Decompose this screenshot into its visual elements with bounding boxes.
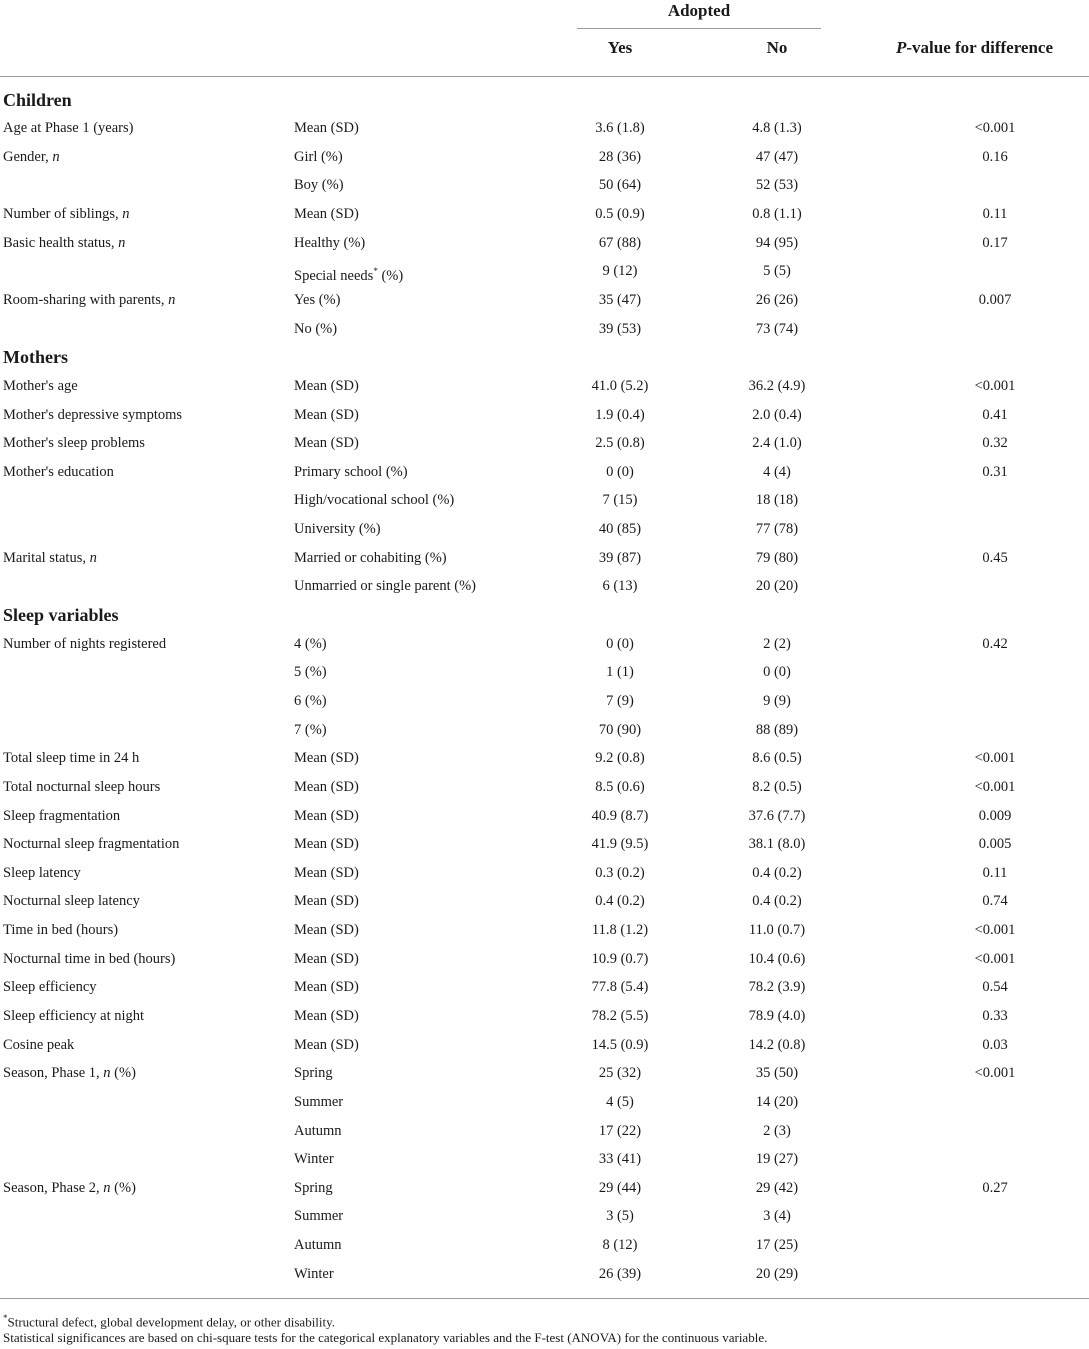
adopted-yes-value: 8 (12) bbox=[602, 1237, 638, 1254]
variable-text: Time in bed (hours) bbox=[3, 922, 119, 939]
p-value: <0.001 bbox=[974, 778, 1016, 795]
variable-name bbox=[3, 372, 78, 401]
p-value: 0.16 bbox=[982, 148, 1008, 165]
adopted-no-value: 2 (2) bbox=[763, 635, 791, 652]
table-row bbox=[0, 1117, 1089, 1146]
table-row bbox=[0, 1088, 1089, 1117]
table-row bbox=[0, 544, 1089, 573]
adopted-no-value: 88 (89) bbox=[755, 721, 799, 738]
statistic-text: No (%) bbox=[294, 320, 338, 337]
adopted-yes-value: 17 (22) bbox=[598, 1122, 642, 1139]
statistic-text: 6 (%) bbox=[294, 692, 327, 709]
p-value: 0.45 bbox=[982, 549, 1008, 566]
adopted-no-value: 17 (25) bbox=[755, 1237, 799, 1254]
table-row bbox=[0, 744, 1089, 773]
variable-name bbox=[3, 401, 182, 430]
adopted-yes-value: 4 (5) bbox=[606, 1093, 634, 1110]
p-value: <0.001 bbox=[974, 922, 1016, 939]
statistic-text: 4 (%) bbox=[294, 635, 327, 652]
adopted-yes-value: 11.8 (1.2) bbox=[591, 922, 649, 939]
adopted-group-underline bbox=[577, 28, 821, 29]
variable-text: Mother's education bbox=[3, 463, 114, 480]
variable-text: Mother's depressive symptoms bbox=[3, 406, 183, 423]
variable-name bbox=[3, 1059, 136, 1088]
adopted-no-value: 19 (27) bbox=[755, 1151, 799, 1168]
adopted-yes-value: 7 (9) bbox=[606, 692, 634, 709]
column-header-no: No bbox=[766, 38, 788, 57]
section-title bbox=[3, 343, 68, 372]
variable-text: Total nocturnal sleep hours bbox=[3, 778, 161, 795]
adopted-no-value: 8.2 (0.5) bbox=[752, 778, 802, 795]
p-label-rest: -value for difference bbox=[906, 38, 1054, 57]
table-row bbox=[0, 286, 1089, 315]
adopted-yes-value: 1 (1) bbox=[606, 664, 634, 681]
variable-name bbox=[3, 973, 97, 1002]
statistic-label bbox=[294, 773, 359, 802]
table-row bbox=[0, 1202, 1089, 1231]
adopted-no-value: 20 (20) bbox=[755, 578, 799, 595]
p-value: 0.007 bbox=[978, 291, 1012, 308]
p-value: <0.001 bbox=[974, 750, 1016, 767]
table-row bbox=[0, 401, 1089, 430]
statistic-text: Autumn bbox=[294, 1237, 342, 1254]
adopted-no-value: 73 (74) bbox=[755, 320, 799, 337]
column-header-p-value bbox=[860, 38, 1089, 58]
statistic-text: Married or cohabiting (%) bbox=[294, 549, 447, 566]
adopted-yes-value: 9.2 (0.8) bbox=[595, 750, 645, 767]
table-row bbox=[0, 1145, 1089, 1174]
adopted-no-value: 52 (53) bbox=[755, 177, 799, 194]
adopted-yes-value: 33 (41) bbox=[598, 1151, 642, 1168]
adopted-yes-value: 78.2 (5.5) bbox=[591, 1007, 649, 1024]
adopted-yes-value: 9 (12) bbox=[602, 263, 638, 280]
table-row bbox=[0, 229, 1089, 258]
table-row bbox=[0, 572, 1089, 601]
adopted-no-value: 0 (0) bbox=[763, 664, 791, 681]
adopted-no-value: 36.2 (4.9) bbox=[748, 377, 806, 394]
statistic-text: Primary school (%) bbox=[294, 463, 408, 480]
variable-text: Sleep variables bbox=[3, 605, 119, 626]
adopted-yes-value: 40 (85) bbox=[598, 521, 642, 538]
adopted-no-value: 9 (9) bbox=[763, 692, 791, 709]
adopted-no-value: 20 (29) bbox=[755, 1265, 799, 1282]
table-bottom-rule bbox=[0, 1298, 1089, 1299]
variable-name bbox=[3, 802, 120, 831]
p-value: 0.31 bbox=[982, 463, 1008, 480]
adopted-yes-value: 50 (64) bbox=[598, 177, 642, 194]
adopted-no-value: 35 (50) bbox=[755, 1065, 799, 1082]
variable-text: Nocturnal sleep latency bbox=[3, 893, 140, 910]
adopted-yes-value: 41.0 (5.2) bbox=[591, 377, 649, 394]
statistic-text: Mean (SD) bbox=[294, 836, 359, 853]
statistic-text: Mean (SD) bbox=[294, 1007, 359, 1024]
table-row bbox=[0, 143, 1089, 172]
statistic-text: Mean (SD) bbox=[294, 807, 359, 824]
variable-name bbox=[3, 630, 166, 659]
variable-text: Room-sharing with parents, bbox=[3, 291, 169, 308]
adopted-no-value: 14 (20) bbox=[755, 1093, 799, 1110]
statistic-label bbox=[294, 859, 359, 888]
adopted-yes-value: 29 (44) bbox=[598, 1179, 642, 1196]
statistic-label bbox=[294, 1002, 359, 1031]
statistic-text: Unmarried or single parent (%) bbox=[294, 578, 476, 595]
statistic-label bbox=[294, 830, 359, 859]
statistic-footnote-mark: * bbox=[373, 266, 378, 277]
adopted-yes-value: 3 (5) bbox=[606, 1208, 634, 1225]
statistic-label bbox=[294, 1059, 333, 1088]
variable-text: Nocturnal time in bed (hours) bbox=[3, 950, 176, 967]
table-row bbox=[0, 486, 1089, 515]
adopted-no-value: 0.4 (0.2) bbox=[752, 893, 802, 910]
statistic-text: Mean (SD) bbox=[294, 1036, 359, 1053]
statistic-label bbox=[294, 229, 365, 258]
p-value: 0.33 bbox=[982, 1007, 1008, 1024]
adopted-no-value: 29 (42) bbox=[755, 1179, 799, 1196]
table-row bbox=[0, 429, 1089, 458]
header-bottom-rule bbox=[0, 76, 1089, 77]
adopted-yes-value: 39 (87) bbox=[598, 549, 642, 566]
adopted-yes-value: 14.5 (0.9) bbox=[591, 1036, 649, 1053]
variable-text: Number of nights registered bbox=[3, 635, 167, 652]
statistic-text: Spring bbox=[294, 1065, 333, 1082]
adopted-no-value: 2.0 (0.4) bbox=[752, 406, 802, 423]
p-value: <0.001 bbox=[974, 1065, 1016, 1082]
variable-n-symbol: n bbox=[118, 234, 126, 251]
p-value: 0.74 bbox=[982, 893, 1008, 910]
variable-name bbox=[3, 887, 140, 916]
variable-n-symbol: n bbox=[103, 1065, 111, 1082]
statistic-label bbox=[294, 458, 408, 487]
adopted-no-value: 38.1 (8.0) bbox=[748, 836, 806, 853]
p-value: 0.11 bbox=[982, 864, 1008, 881]
p-value: 0.42 bbox=[982, 635, 1008, 652]
variable-name bbox=[3, 1002, 144, 1031]
adopted-no-value: 3 (4) bbox=[763, 1208, 791, 1225]
adopted-yes-value: 41.9 (9.5) bbox=[591, 836, 649, 853]
statistic-text: 5 (%) bbox=[294, 664, 327, 681]
statistic-text: Mean (SD) bbox=[294, 950, 359, 967]
variable-name bbox=[3, 286, 175, 315]
p-value: 0.009 bbox=[978, 807, 1012, 824]
adopted-no-value: 2.4 (1.0) bbox=[752, 435, 802, 452]
variable-text: Sleep efficiency bbox=[3, 979, 97, 996]
statistic-text: Girl (%) bbox=[294, 148, 343, 165]
table-row bbox=[0, 1059, 1089, 1088]
footnote-star-text: Structural defect, global development delay, or other disability. bbox=[7, 1314, 336, 1330]
variable-name bbox=[3, 114, 133, 143]
variable-text: Gender, bbox=[3, 148, 53, 165]
table-row bbox=[0, 830, 1089, 859]
statistic-label bbox=[294, 486, 454, 515]
statistic-label bbox=[294, 973, 359, 1002]
adopted-no-value: 78.2 (3.9) bbox=[748, 979, 806, 996]
variable-text: Sleep latency bbox=[3, 864, 81, 881]
statistic-label bbox=[294, 401, 359, 430]
variable-name bbox=[3, 744, 139, 773]
p-value: 0.41 bbox=[982, 406, 1008, 423]
variable-name bbox=[3, 229, 125, 258]
p-symbol: P bbox=[895, 38, 907, 57]
statistic-label bbox=[294, 1088, 343, 1117]
statistic-text: Mean (SD) bbox=[294, 120, 359, 137]
variable-name bbox=[3, 1174, 136, 1203]
statistic-label bbox=[294, 1174, 333, 1203]
adopted-no-value: 0.8 (1.1) bbox=[752, 206, 802, 223]
variable-text: Basic health status, bbox=[3, 234, 119, 251]
adopted-no-value: 14.2 (0.8) bbox=[748, 1036, 806, 1053]
statistic-text: Healthy (%) bbox=[294, 234, 366, 251]
adopted-yes-value: 28 (36) bbox=[598, 148, 642, 165]
statistic-label bbox=[294, 716, 327, 745]
statistic-label bbox=[294, 143, 343, 172]
adopted-no-value: 10.4 (0.6) bbox=[748, 950, 806, 967]
section-header-row bbox=[0, 343, 1089, 372]
statistic-label bbox=[294, 572, 476, 601]
statistic-text: 7 (%) bbox=[294, 721, 327, 738]
adopted-yes-value: 39 (53) bbox=[598, 320, 642, 337]
statistic-text: Spring bbox=[294, 1179, 333, 1196]
table-row bbox=[0, 257, 1089, 286]
statistic-label bbox=[294, 1202, 343, 1231]
statistic-label bbox=[294, 744, 359, 773]
table-row bbox=[0, 372, 1089, 401]
statistic-text: High/vocational school (%) bbox=[294, 492, 455, 509]
adopted-yes-value: 25 (32) bbox=[598, 1065, 642, 1082]
table-row bbox=[0, 773, 1089, 802]
p-value: 0.17 bbox=[982, 234, 1008, 251]
adopted-yes-value: 77.8 (5.4) bbox=[591, 979, 649, 996]
adopted-yes-value: 10.9 (0.7) bbox=[591, 950, 649, 967]
variable-name bbox=[3, 200, 129, 229]
adopted-no-value: 94 (95) bbox=[755, 234, 799, 251]
statistic-text: Boy (%) bbox=[294, 177, 344, 194]
section-title bbox=[3, 601, 119, 630]
statistic-text: Mean (SD) bbox=[294, 377, 359, 394]
statistic-text: Mean (SD) bbox=[294, 206, 359, 223]
statistic-label bbox=[294, 658, 327, 687]
statistic-label bbox=[294, 515, 381, 544]
p-value: 0.32 bbox=[982, 435, 1008, 452]
table-row bbox=[0, 945, 1089, 974]
statistic-label bbox=[294, 171, 344, 200]
variable-name bbox=[3, 1031, 74, 1060]
statistic-label bbox=[294, 945, 359, 974]
footnote-star-mark: * bbox=[3, 1313, 8, 1323]
statistic-text: Mean (SD) bbox=[294, 778, 359, 795]
variable-text: Children bbox=[3, 89, 72, 110]
variable-text: Mother's sleep problems bbox=[3, 435, 145, 452]
adopted-yes-value: 1.9 (0.4) bbox=[595, 406, 645, 423]
table-row bbox=[0, 171, 1089, 200]
section-header-row bbox=[0, 601, 1089, 630]
table-row bbox=[0, 315, 1089, 344]
statistic-label bbox=[294, 429, 359, 458]
p-value: 0.005 bbox=[978, 836, 1012, 853]
variable-name bbox=[3, 830, 179, 859]
section-title bbox=[3, 86, 72, 115]
adopted-no-value: 2 (3) bbox=[763, 1122, 791, 1139]
adopted-yes-value: 7 (15) bbox=[602, 492, 638, 509]
variable-text: Number of siblings, bbox=[3, 206, 123, 223]
adopted-yes-value: 0.3 (0.2) bbox=[595, 864, 645, 881]
table-row bbox=[0, 458, 1089, 487]
adopted-yes-value: 6 (13) bbox=[602, 578, 638, 595]
adopted-no-value: 78.9 (4.0) bbox=[748, 1007, 806, 1024]
statistic-unit: (%) bbox=[377, 268, 404, 285]
adopted-no-value: 77 (78) bbox=[755, 521, 799, 538]
table-row bbox=[0, 859, 1089, 888]
p-value: <0.001 bbox=[974, 120, 1016, 137]
adopted-yes-value: 35 (47) bbox=[598, 291, 642, 308]
adopted-yes-value: 2.5 (0.8) bbox=[595, 435, 645, 452]
adopted-yes-value: 40.9 (8.7) bbox=[591, 807, 649, 824]
variable-name bbox=[3, 916, 118, 945]
variable-text: Mother's age bbox=[3, 377, 78, 394]
adopted-yes-value: 0 (0) bbox=[606, 463, 634, 480]
statistic-label bbox=[294, 687, 327, 716]
p-value: 0.11 bbox=[982, 206, 1008, 223]
statistic-text: Autumn bbox=[294, 1122, 342, 1139]
statistic-label bbox=[294, 286, 340, 315]
variable-name bbox=[3, 544, 97, 573]
adopted-yes-value: 0.4 (0.2) bbox=[595, 893, 645, 910]
adopted-yes-value: 0 (0) bbox=[606, 635, 634, 652]
section-header-row bbox=[0, 86, 1089, 115]
table-row bbox=[0, 973, 1089, 1002]
statistic-label bbox=[294, 1117, 342, 1146]
adopted-no-value: 8.6 (0.5) bbox=[752, 750, 802, 767]
variable-n-symbol: n bbox=[168, 291, 176, 308]
statistic-text: Mean (SD) bbox=[294, 406, 359, 423]
variable-n-symbol: n bbox=[52, 148, 60, 165]
adopted-no-value: 4.8 (1.3) bbox=[752, 120, 802, 137]
variable-name bbox=[3, 945, 175, 974]
variable-n-symbol: n bbox=[122, 206, 130, 223]
adopted-yes-value: 26 (39) bbox=[598, 1265, 642, 1282]
statistic-label bbox=[294, 544, 447, 573]
table-row bbox=[0, 658, 1089, 687]
variable-name bbox=[3, 143, 60, 172]
adopted-no-value: 0.4 (0.2) bbox=[752, 864, 802, 881]
statistic-text: Yes (%) bbox=[294, 291, 341, 308]
statistic-text: Winter bbox=[294, 1265, 334, 1282]
statistic-label bbox=[294, 1145, 334, 1174]
adopted-group-header: Adopted bbox=[667, 1, 731, 20]
statistic-label bbox=[294, 1031, 359, 1060]
table-row bbox=[0, 802, 1089, 831]
table-row bbox=[0, 716, 1089, 745]
adopted-no-value: 37.6 (7.7) bbox=[748, 807, 806, 824]
variable-name bbox=[3, 429, 145, 458]
statistic-text: Summer bbox=[294, 1093, 344, 1110]
statistic-label bbox=[294, 630, 327, 659]
adopted-no-value: 18 (18) bbox=[755, 492, 799, 509]
table-row bbox=[0, 1231, 1089, 1260]
variable-text: Season, Phase 1, bbox=[3, 1065, 104, 1082]
statistic-text: Mean (SD) bbox=[294, 435, 359, 452]
variable-n-symbol: n bbox=[103, 1179, 111, 1196]
variable-text: Total sleep time in 24 h bbox=[3, 750, 140, 767]
variable-n-symbol: n bbox=[89, 549, 97, 566]
statistic-label bbox=[294, 802, 359, 831]
variable-name bbox=[3, 458, 114, 487]
p-value: 0.27 bbox=[982, 1179, 1008, 1196]
variable-text: Age at Phase 1 (years) bbox=[3, 120, 134, 137]
statistic-label bbox=[294, 315, 337, 344]
statistic-label bbox=[294, 887, 359, 916]
table-row bbox=[0, 630, 1089, 659]
adopted-yes-value: 70 (90) bbox=[598, 721, 642, 738]
p-value: <0.001 bbox=[974, 377, 1016, 394]
table-row bbox=[0, 916, 1089, 945]
statistic-text: Mean (SD) bbox=[294, 893, 359, 910]
table-row bbox=[0, 200, 1089, 229]
adopted-no-value: 5 (5) bbox=[763, 263, 791, 280]
footnote-statistics: Statistical significances are based on chi-square tests for the categorical explanatory variables and the F-test (ANOVA) for the continuous variable. bbox=[3, 1330, 768, 1345]
statistic-text: Mean (SD) bbox=[294, 979, 359, 996]
table-row bbox=[0, 887, 1089, 916]
statistic-text: University (%) bbox=[294, 521, 381, 538]
adopted-no-value: 11.0 (0.7) bbox=[748, 922, 806, 939]
table-row bbox=[0, 114, 1089, 143]
p-value: 0.03 bbox=[982, 1036, 1008, 1053]
adopted-yes-value: 8.5 (0.6) bbox=[595, 778, 645, 795]
adopted-yes-value: 67 (88) bbox=[598, 234, 642, 251]
table-row bbox=[0, 1031, 1089, 1060]
adopted-no-value: 79 (80) bbox=[755, 549, 799, 566]
table-row bbox=[0, 1260, 1089, 1289]
variable-text: Sleep efficiency at night bbox=[3, 1007, 145, 1024]
table-row bbox=[0, 1174, 1089, 1203]
statistic-text: Mean (SD) bbox=[294, 864, 359, 881]
statistic-text: Winter bbox=[294, 1151, 334, 1168]
table-row bbox=[0, 687, 1089, 716]
variable-text: Season, Phase 2, bbox=[3, 1179, 104, 1196]
table-row bbox=[0, 1002, 1089, 1031]
variable-name bbox=[3, 859, 81, 888]
statistic-text: Mean (SD) bbox=[294, 922, 359, 939]
table-row bbox=[0, 515, 1089, 544]
variable-name bbox=[3, 773, 160, 802]
variable-text: Nocturnal sleep fragmentation bbox=[3, 836, 180, 853]
variable-unit: (%) bbox=[110, 1179, 136, 1196]
adopted-yes-value: 0.5 (0.9) bbox=[595, 206, 645, 223]
statistic-label bbox=[294, 200, 359, 229]
variable-text: Mothers bbox=[3, 347, 68, 368]
column-header-yes: Yes bbox=[607, 38, 633, 57]
statistic-label bbox=[294, 114, 359, 143]
variable-text: Cosine peak bbox=[3, 1036, 75, 1053]
statistic-label bbox=[294, 916, 359, 945]
statistic-label bbox=[294, 372, 359, 401]
variable-text: Sleep fragmentation bbox=[3, 807, 121, 824]
statistic-label bbox=[294, 1260, 334, 1289]
p-value: <0.001 bbox=[974, 950, 1016, 967]
statistic-text: Mean (SD) bbox=[294, 750, 359, 767]
statistic-text: Special needs bbox=[294, 268, 374, 285]
adopted-no-value: 47 (47) bbox=[755, 148, 799, 165]
adopted-no-value: 4 (4) bbox=[763, 463, 791, 480]
statistic-label bbox=[294, 1231, 342, 1260]
adopted-yes-value: 3.6 (1.8) bbox=[595, 120, 645, 137]
footnote-star bbox=[3, 1309, 335, 1331]
statistic-text: Summer bbox=[294, 1208, 344, 1225]
variable-unit: (%) bbox=[110, 1065, 136, 1082]
adopted-no-value: 26 (26) bbox=[755, 291, 799, 308]
variable-text: Marital status, bbox=[3, 549, 90, 566]
p-value: 0.54 bbox=[982, 979, 1008, 996]
